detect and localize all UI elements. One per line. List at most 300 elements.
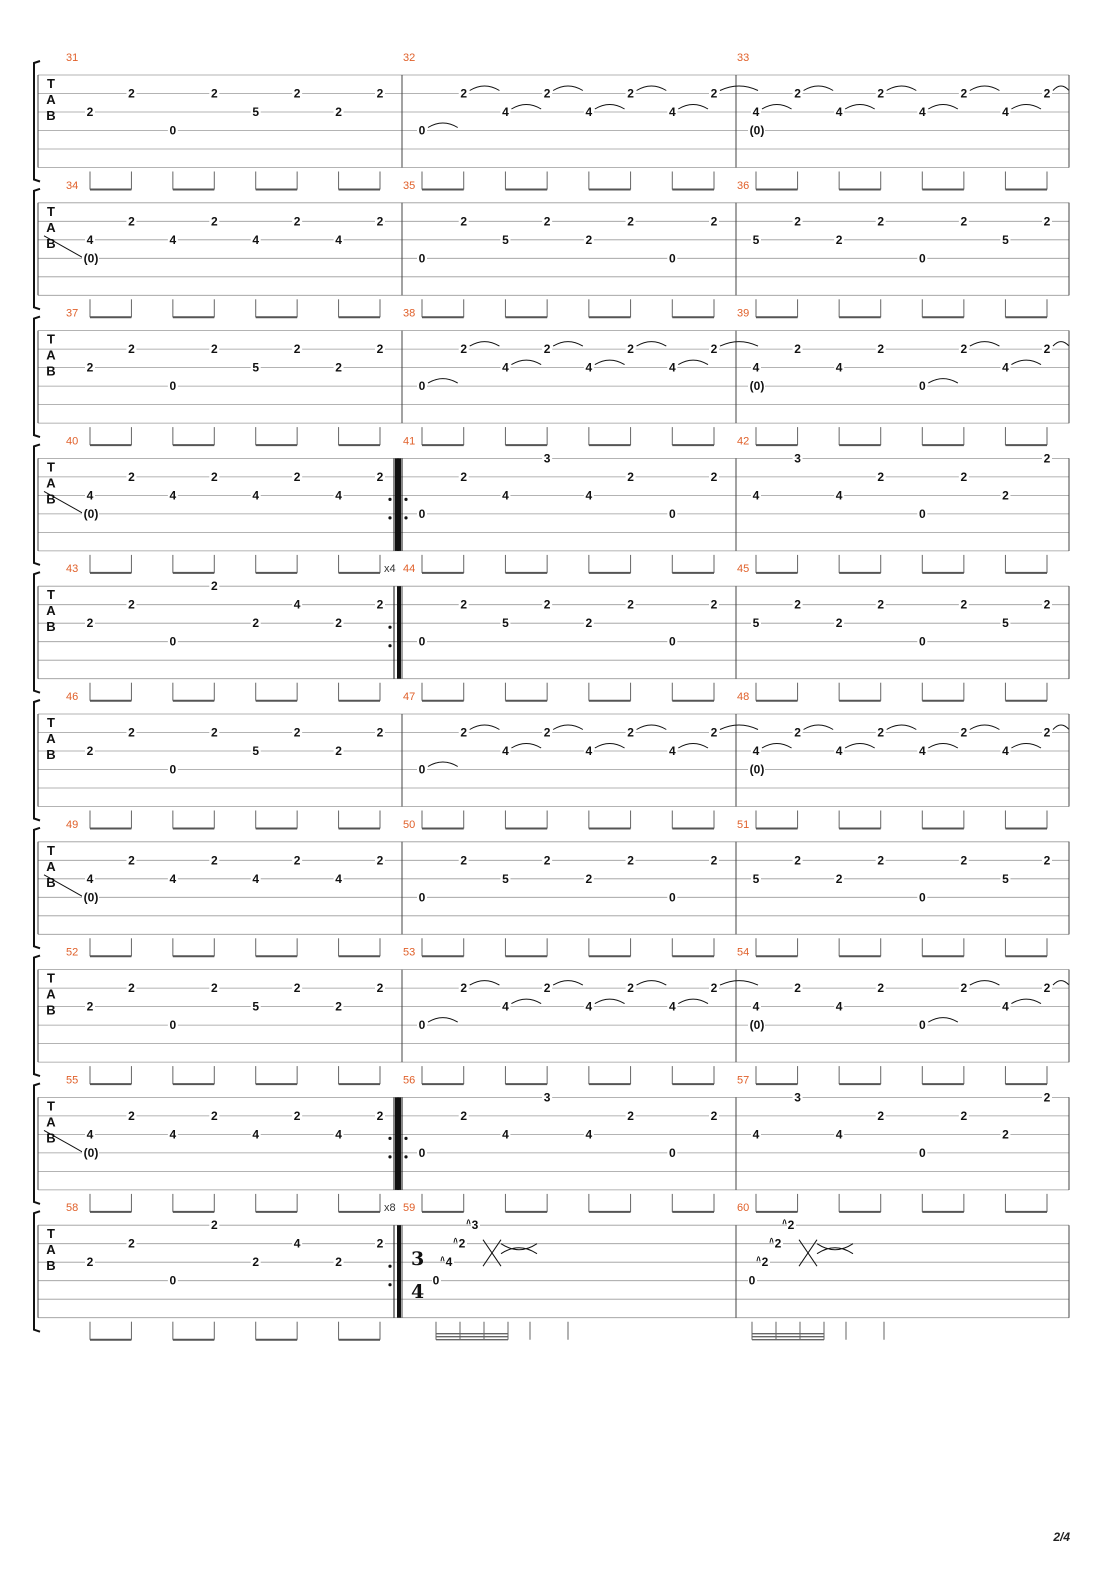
fret-number: 2 — [293, 342, 301, 357]
fret-number: 4 — [1002, 105, 1009, 119]
measure-number: 33 — [737, 52, 750, 64]
system — [34, 308, 1069, 446]
tab-clef-letter: A — [46, 1114, 56, 1130]
fret-number: 2 — [460, 1108, 468, 1123]
tie-arc — [1011, 360, 1041, 365]
fret-number: 2 — [376, 342, 384, 357]
tab-clef-letter: T — [47, 1226, 55, 1242]
measure-number: 31 — [66, 52, 79, 64]
fret-number: 2 — [335, 744, 342, 758]
measure-number: 59 — [403, 1202, 416, 1215]
fret-number: 4 — [293, 1236, 301, 1251]
fret-number: 0 — [418, 251, 426, 266]
measure-number: 54 — [737, 946, 750, 959]
fret-number: 2 — [458, 1236, 466, 1251]
fret-number: 4 — [835, 488, 843, 503]
harmonic-cross — [501, 1244, 537, 1254]
measure — [737, 819, 1069, 957]
fret-number: 2 — [210, 1108, 218, 1123]
system — [34, 819, 1069, 957]
tie-arc — [1011, 999, 1041, 1004]
fret-number: 4 — [502, 744, 509, 758]
measure-number: 45 — [737, 563, 750, 576]
measure-number: 53 — [403, 946, 416, 959]
measure — [737, 180, 1069, 317]
fret-number: 2 — [210, 981, 218, 996]
tie-arc — [783, 1220, 786, 1225]
fret-number: 5 — [502, 232, 509, 247]
fret-number: 2 — [1002, 1127, 1009, 1142]
tie-arc — [928, 1018, 958, 1023]
fret-number: (0) — [83, 1145, 99, 1160]
system — [34, 180, 1069, 317]
fret-number: (0) — [83, 890, 99, 905]
fret-number: 2 — [543, 853, 551, 868]
measure-number: 51 — [737, 818, 750, 831]
fret-number: 2 — [128, 342, 135, 357]
fret-number: 3 — [471, 1218, 479, 1233]
fret-number: 2 — [1043, 853, 1051, 868]
fret-number: 0 — [668, 251, 676, 266]
tie-arc — [762, 105, 792, 110]
fret-number: (0) — [83, 251, 99, 266]
fret-number: 2 — [335, 1255, 342, 1270]
tab-clef-letter: A — [46, 986, 56, 1002]
tab-clef-letter: T — [47, 715, 55, 730]
system — [34, 691, 1069, 829]
fret-number: 2 — [960, 86, 968, 101]
tie-arc — [595, 744, 625, 749]
measure — [66, 308, 402, 446]
fret-number: 2 — [877, 86, 885, 101]
fret-number: 2 — [128, 597, 135, 612]
tie-arc — [553, 86, 583, 91]
measure-number: 32 — [403, 52, 416, 64]
fret-number: 2 — [460, 86, 468, 101]
tie-arc — [970, 342, 1000, 347]
fret-number: 3 — [543, 451, 551, 466]
tab-clef-letter: B — [46, 1258, 56, 1274]
tab-clef-letter: A — [46, 603, 56, 619]
tab-clef-letter: T — [47, 587, 55, 603]
fret-number: (0) — [83, 506, 99, 521]
system — [34, 52, 1069, 190]
measure — [403, 308, 758, 446]
fret-number: 2 — [1043, 86, 1051, 101]
tie-arc — [637, 981, 667, 986]
fret-number: 2 — [210, 1218, 218, 1233]
fret-number: 2 — [210, 469, 218, 484]
fret-number: 2 — [627, 342, 634, 357]
fret-number: 2 — [960, 342, 968, 357]
time-signature-top: 3 — [411, 1248, 425, 1271]
fret-number: 2 — [794, 981, 801, 996]
fret-number: 5 — [1002, 616, 1009, 631]
tie-arc — [470, 725, 500, 730]
tie-arc — [804, 86, 834, 91]
fret-number: 2 — [627, 1108, 634, 1123]
fret-number: 0 — [169, 1018, 177, 1033]
repeat-dot — [388, 516, 391, 519]
fret-number: 2 — [761, 1255, 769, 1270]
tab-clef-letter: A — [46, 731, 56, 746]
tab-clef-letter: B — [46, 874, 56, 890]
fret-number: 2 — [627, 853, 634, 868]
fret-number: 2 — [293, 86, 301, 101]
system-bracket — [34, 700, 40, 821]
fret-number: 2 — [86, 616, 94, 631]
fret-number: 2 — [543, 342, 551, 357]
fret-number: 2 — [293, 1108, 301, 1123]
tab-clef-letter: T — [47, 970, 55, 986]
fret-number: 2 — [210, 86, 218, 101]
fret-number: 4 — [668, 105, 676, 119]
measure — [737, 435, 1069, 576]
fret-number: 4 — [835, 999, 843, 1014]
fret-number: 2 — [210, 342, 218, 357]
tie-arc — [454, 1238, 457, 1243]
tie-arc — [678, 360, 708, 365]
system-bracket — [34, 572, 40, 693]
fret-number: 5 — [252, 105, 260, 119]
fret-number: 2 — [128, 86, 135, 101]
fret-number: 2 — [1043, 981, 1051, 996]
fret-number: 2 — [293, 725, 301, 740]
tab-clef-letter: A — [46, 92, 56, 107]
fret-number: 2 — [877, 214, 885, 229]
tie-arc — [428, 123, 458, 128]
fret-number: 0 — [668, 506, 676, 521]
fret-number: 4 — [835, 360, 843, 375]
measure — [44, 819, 402, 957]
fret-number: 4 — [252, 232, 260, 247]
fret-number: 2 — [585, 871, 593, 886]
fret-number: 2 — [1043, 342, 1051, 357]
fret-number: 2 — [86, 1255, 94, 1270]
fret-number: 4 — [752, 999, 760, 1014]
measure — [66, 1202, 402, 1340]
measure-number: 42 — [737, 435, 750, 448]
measure-number: 56 — [403, 1074, 416, 1087]
measure — [395, 1074, 736, 1215]
fret-number: 0 — [169, 634, 177, 649]
measure-number: 50 — [403, 818, 416, 831]
fret-number: 0 — [918, 890, 926, 905]
measure-number: 40 — [66, 435, 79, 448]
fret-number: 2 — [335, 616, 342, 631]
tie-arc — [441, 1257, 444, 1262]
fret-number: 4 — [86, 871, 94, 886]
tab-clef-letter: A — [46, 475, 56, 491]
measure — [66, 563, 402, 701]
tie-arc — [970, 981, 1000, 986]
fret-number: 4 — [169, 232, 177, 247]
tie-arc — [678, 999, 708, 1004]
tab-clef-letter: T — [47, 1098, 55, 1114]
tie-arc — [845, 744, 875, 749]
fret-number: 4 — [752, 744, 760, 758]
fret-number: 4 — [585, 999, 593, 1014]
fret-number: 2 — [293, 853, 301, 868]
fret-number: 0 — [418, 1018, 426, 1033]
system-bracket — [34, 189, 40, 309]
fret-number: 4 — [585, 105, 593, 119]
fret-number: 4 — [585, 744, 593, 758]
fret-number: 4 — [918, 744, 926, 758]
fret-number: 2 — [376, 214, 384, 229]
repeat-end-thick-line — [397, 1225, 401, 1318]
fret-number: 4 — [502, 1127, 509, 1142]
fret-number: 0 — [418, 634, 426, 649]
fret-number: 2 — [710, 1108, 718, 1123]
measure-number: 58 — [66, 1202, 79, 1215]
fret-number: 2 — [585, 232, 593, 247]
fret-number: 4 — [252, 1127, 260, 1142]
fret-number: 2 — [376, 469, 384, 484]
repeat-start-thick-line — [395, 1097, 399, 1190]
fret-number: 0 — [169, 379, 177, 394]
fret-number: 0 — [918, 379, 926, 394]
fret-number: 0 — [418, 762, 426, 777]
measure-number: 34 — [66, 179, 79, 192]
measure — [44, 1074, 402, 1215]
tie-arc — [595, 105, 625, 110]
fret-number: 2 — [877, 597, 885, 612]
tab-clef-letter: A — [46, 219, 56, 235]
fret-number: 4 — [335, 871, 342, 886]
fret-number: 2 — [128, 725, 135, 740]
tie-arc — [720, 342, 758, 347]
system-bracket — [34, 61, 40, 182]
fret-number: 2 — [877, 1108, 885, 1123]
fret-number: 2 — [460, 469, 468, 484]
tie-arc — [1011, 744, 1041, 749]
measure — [403, 52, 758, 190]
fret-number: 4 — [752, 488, 760, 503]
tie-arc — [553, 725, 583, 730]
fret-number: 4 — [169, 1127, 177, 1142]
repeat-dot — [388, 1265, 391, 1268]
measure — [403, 819, 736, 957]
tie-arc — [887, 86, 917, 91]
fret-number: 0 — [169, 123, 177, 138]
measure-number: 44 — [403, 563, 416, 576]
fret-number: 2 — [460, 725, 468, 740]
fret-number: 5 — [252, 999, 260, 1014]
fret-number: 2 — [460, 342, 468, 357]
fret-number: (0) — [749, 379, 765, 394]
fret-number: 2 — [376, 1108, 384, 1123]
tie-arc — [467, 1220, 470, 1225]
fret-number: 0 — [668, 634, 676, 649]
tie-arc — [428, 1018, 458, 1023]
fret-number: 4 — [502, 360, 509, 375]
tie-arc — [845, 105, 875, 110]
fret-number: 5 — [252, 744, 260, 758]
tie-arc — [428, 379, 458, 384]
fret-number: 2 — [128, 214, 135, 229]
tie-arc — [970, 725, 1000, 730]
fret-number: 2 — [835, 871, 843, 886]
fret-number: 4 — [335, 1127, 342, 1142]
fret-number: 4 — [502, 105, 509, 119]
fret-number: 4 — [335, 232, 342, 247]
fret-number: 2 — [543, 86, 551, 101]
measure — [403, 1202, 736, 1340]
measure — [66, 947, 402, 1085]
fret-number: 2 — [627, 469, 634, 484]
fret-number: 4 — [335, 488, 342, 503]
repeat-dot — [388, 1155, 391, 1158]
fret-number: 2 — [960, 597, 968, 612]
tie-arc — [804, 725, 834, 730]
harmonic-cross — [817, 1244, 853, 1254]
repeat-dot — [388, 626, 391, 629]
fret-number: 2 — [960, 981, 968, 996]
system-bracket — [34, 828, 40, 949]
tie-arc — [1053, 342, 1069, 347]
fret-number: 4 — [752, 360, 760, 375]
tie-arc — [553, 342, 583, 347]
tie-arc — [511, 999, 541, 1004]
fret-number: 2 — [293, 981, 301, 996]
measure-number: 57 — [737, 1074, 750, 1087]
tie-arc — [428, 762, 458, 767]
measure-number: 55 — [66, 1074, 79, 1087]
fret-number: 0 — [668, 890, 676, 905]
fret-number: 5 — [752, 871, 760, 886]
fret-number: 2 — [835, 232, 843, 247]
fret-number: 2 — [543, 597, 551, 612]
fret-number: 2 — [960, 469, 968, 484]
tie-arc — [770, 1238, 773, 1243]
fret-number: 2 — [960, 214, 968, 229]
fret-number: 2 — [960, 1108, 968, 1123]
measure — [403, 947, 758, 1085]
fret-number: 2 — [1043, 597, 1051, 612]
fret-number: 2 — [86, 105, 94, 119]
fret-number: 2 — [460, 214, 468, 229]
fret-number: 0 — [748, 1273, 756, 1288]
repeat-count: x4 — [384, 563, 396, 576]
fret-number: 4 — [585, 360, 593, 375]
repeat-dot — [404, 1155, 407, 1158]
measure-number: 35 — [403, 179, 416, 192]
fret-number: 2 — [460, 597, 468, 612]
tie-arc — [678, 105, 708, 110]
tab-clef-letter: B — [46, 619, 56, 635]
fret-number: 2 — [710, 981, 718, 996]
fret-number: 2 — [376, 981, 384, 996]
fret-number: 5 — [752, 616, 760, 631]
measure — [737, 308, 1069, 446]
tie-arc — [637, 342, 667, 347]
fret-number: 0 — [169, 1273, 177, 1288]
fret-number: 2 — [710, 853, 718, 868]
fret-number: 4 — [86, 232, 94, 247]
fret-number: 4 — [585, 488, 593, 503]
tie-arc — [595, 999, 625, 1004]
fret-number: 4 — [918, 105, 926, 119]
fret-number: 2 — [128, 853, 135, 868]
fret-number: 5 — [502, 871, 509, 886]
fret-number: 2 — [376, 853, 384, 868]
fret-number: 4 — [252, 871, 260, 886]
fret-number: 2 — [460, 853, 468, 868]
fret-number: 2 — [1043, 214, 1051, 229]
fret-number: 0 — [418, 890, 426, 905]
fret-number: 4 — [835, 1127, 843, 1142]
fret-number: 2 — [128, 981, 135, 996]
fret-number: 2 — [335, 105, 342, 119]
fret-number: 2 — [376, 86, 384, 101]
measure — [737, 1202, 1069, 1340]
measure-number: 38 — [403, 307, 416, 320]
fret-number: 2 — [710, 725, 718, 740]
tie-arc — [928, 744, 958, 749]
measure-number: 52 — [66, 946, 79, 959]
tie-arc — [470, 981, 500, 986]
fret-number: 2 — [794, 214, 801, 229]
fret-number: 4 — [668, 999, 676, 1014]
fret-number: (0) — [749, 1018, 765, 1033]
fret-number: 2 — [794, 86, 801, 101]
tie-arc — [762, 744, 792, 749]
measure-number: 60 — [737, 1202, 750, 1215]
repeat-dot — [404, 498, 407, 501]
system-bracket — [34, 444, 40, 565]
fret-number: 2 — [293, 469, 301, 484]
tie-arc — [511, 744, 541, 749]
repeat-start-thick-line — [395, 458, 399, 551]
system — [34, 947, 1069, 1085]
fret-number: 4 — [752, 1127, 760, 1142]
fret-number: 4 — [752, 105, 760, 119]
fret-number: 0 — [169, 762, 177, 777]
tie-arc — [720, 725, 758, 730]
tie-arc — [470, 342, 500, 347]
fret-number: 2 — [585, 616, 593, 631]
fret-number: 2 — [877, 853, 885, 868]
fret-number: 2 — [252, 616, 260, 631]
fret-number: 2 — [960, 853, 968, 868]
fret-number: 2 — [86, 999, 94, 1014]
fret-number: 2 — [252, 1255, 260, 1270]
measure-number: 37 — [66, 307, 79, 320]
fret-number: 2 — [210, 579, 218, 594]
fret-number: 2 — [710, 342, 718, 357]
measure — [737, 563, 1069, 701]
tie-arc — [928, 105, 958, 110]
fret-number: 2 — [710, 86, 718, 101]
fret-number: 2 — [210, 725, 218, 740]
fret-number: 2 — [1043, 725, 1051, 740]
fret-number: 2 — [128, 1236, 135, 1251]
tie-arc — [970, 86, 1000, 91]
fret-number: 5 — [1002, 232, 1009, 247]
fret-number: 2 — [543, 981, 551, 996]
fret-number: 2 — [335, 999, 342, 1014]
tab-clef-letter: B — [46, 108, 56, 123]
measure-number: 46 — [66, 691, 79, 703]
fret-number: 2 — [128, 1108, 135, 1123]
measure — [395, 435, 736, 576]
fret-number: 2 — [543, 214, 551, 229]
measure-number: 43 — [66, 563, 79, 576]
tie-arc — [1053, 981, 1069, 986]
tie-arc — [678, 744, 708, 749]
fret-number: 4 — [1002, 360, 1009, 375]
